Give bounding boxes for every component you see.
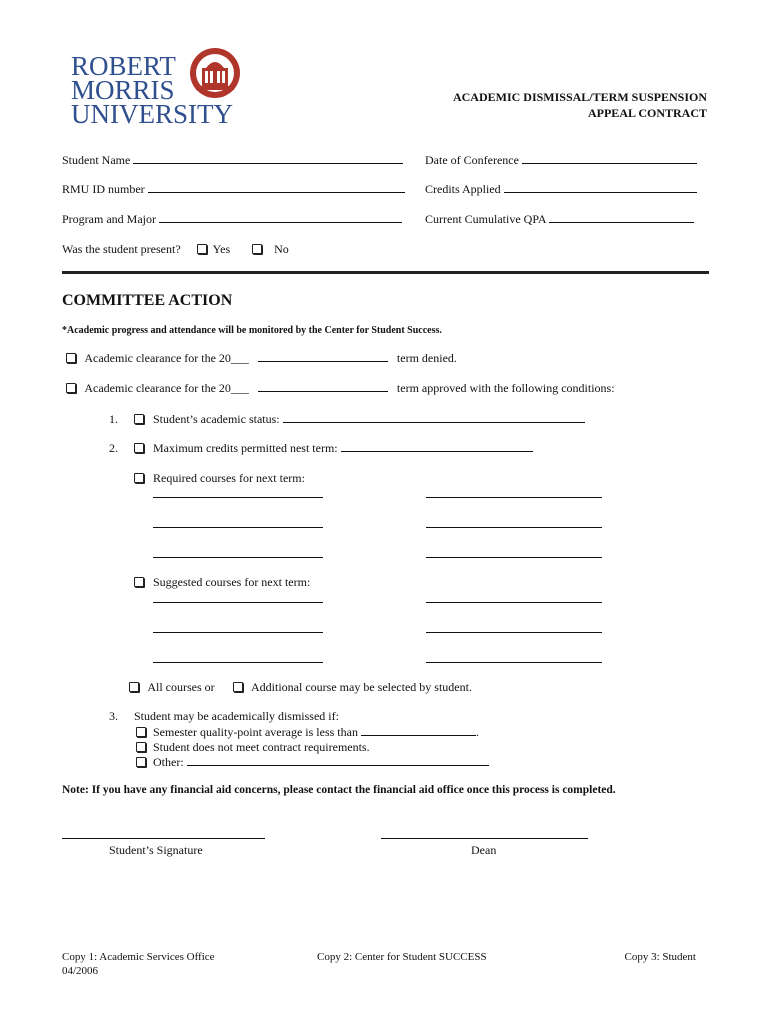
max-credits-blank[interactable] [341,441,533,452]
required-course-blank[interactable] [153,527,323,528]
present-no-label: No [274,242,289,256]
other-condition-blank[interactable] [187,755,489,766]
suggested-course-blank[interactable] [426,602,602,603]
all-courses-label: All courses or [147,680,215,694]
student-name-field [62,153,403,168]
form-title-line1: ACADEMIC DISMISSAL/TERM SUSPENSION [452,90,707,104]
footer-copy-1: Copy 1: Academic Services Office [62,951,215,963]
date-of-conference-field [425,153,697,168]
clearance-approved-term-blank[interactable] [258,381,388,392]
suggested-courses-checkbox[interactable] [134,577,144,587]
rmu-id-blank[interactable] [148,182,405,193]
footer-copy-2: Copy 2: Center for Student SUCCESS [317,951,487,963]
contract-condition-label: Student does not meet contract requirements. [153,740,370,754]
dean-signature-line[interactable] [381,838,588,839]
current-qpa-blank[interactable] [549,212,694,223]
required-course-blank[interactable] [426,557,602,558]
required-course-blank[interactable] [426,527,602,528]
required-course-blank[interactable] [153,497,323,498]
financial-aid-note: Note: If you have any financial aid concerns, please contact the financial aid office once this process is completed. [62,784,616,796]
max-credits-checkbox[interactable] [134,443,144,453]
other-condition-checkbox[interactable] [136,757,146,767]
present-no-checkbox[interactable] [252,244,262,254]
clearance-approved-checkbox[interactable] [66,383,76,393]
academic-status-blank[interactable] [283,412,585,423]
present-yes-checkbox[interactable] [197,244,207,254]
clearance-approved-row [66,381,615,396]
academic-status-row [134,412,585,427]
student-present-label: Was the student present? [62,242,181,256]
current-qpa-field [425,212,694,227]
item-1-number: 1. [109,412,118,426]
other-condition-label: Other: [153,755,184,769]
contract-condition-checkbox[interactable] [136,742,146,752]
clearance-denied-checkbox[interactable] [66,353,76,363]
monitoring-note: *Academic progress and attendance will be monitored by the Center for Student Success. [62,325,442,336]
clearance-denied-row [66,351,457,366]
qpa-condition-label: Semester quality-point average is less than [153,725,358,739]
student-name-label: Student Name [62,153,131,167]
suggested-course-blank[interactable] [153,632,323,633]
academic-status-label: Student’s academic status: [153,412,280,426]
current-qpa-label: Current Cumulative QPA [425,212,546,226]
required-courses-checkbox[interactable] [134,473,144,483]
student-present-row [62,242,289,257]
required-courses-label: Required courses for next term: [153,471,305,485]
suggested-courses-label: Suggested courses for next term: [153,575,311,589]
suggested-course-blank[interactable] [153,662,323,663]
qpa-condition-blank[interactable] [361,725,476,736]
qpa-condition-checkbox[interactable] [136,727,146,737]
additional-course-label: Additional course may be selected by student. [251,680,472,694]
program-major-blank[interactable] [159,212,402,223]
required-courses-row [134,471,305,486]
clearance-denied-suffix: term denied. [396,351,457,365]
footer-revision-date: 04/2006 [62,965,99,977]
credits-applied-blank[interactable] [504,182,697,193]
all-courses-row [129,680,472,695]
logo-line-morris: MORRIS [71,75,175,105]
logo-line-robert: ROBERT [71,51,176,81]
present-yes-label: Yes [212,242,231,256]
dismissal-conditions-label: Student may be academically dismissed if: [134,709,339,723]
suggested-course-blank[interactable] [153,602,323,603]
clearance-approved-prefix: Academic clearance for the 20___ [84,381,249,395]
period-glyph: . [475,725,479,739]
all-courses-checkbox[interactable] [129,682,139,692]
logo-line-university: UNIVERSITY [71,99,233,129]
required-course-blank[interactable] [426,497,602,498]
suggested-course-blank[interactable] [426,632,602,633]
item-3-number: 3. [109,709,118,723]
contract-condition-row [136,740,370,755]
student-signature-label: Student’s Signature [109,843,203,857]
university-seal-icon [188,46,242,106]
student-name-blank[interactable] [133,153,403,164]
rmu-id-label: RMU ID number [62,182,145,196]
credits-applied-label: Credits Applied [425,182,501,196]
dean-signature-label: Dean [471,843,497,857]
suggested-courses-row [134,575,310,590]
date-of-conference-blank[interactable] [522,153,697,164]
other-condition-row [136,755,489,770]
program-major-label: Program and Major [62,212,156,226]
max-credits-label: Maximum credits permitted nest term: [153,441,338,455]
additional-course-checkbox[interactable] [233,682,243,692]
required-course-blank[interactable] [153,557,323,558]
committee-action-heading: COMMITTEE ACTION [62,292,233,309]
date-of-conference-label: Date of Conference [425,153,519,167]
footer-copy-3: Copy 3: Student [624,951,696,963]
section-divider [62,271,709,274]
student-signature-line[interactable] [62,838,265,839]
credits-applied-field [425,182,697,197]
clearance-denied-term-blank[interactable] [258,351,388,362]
max-credits-row [134,441,533,456]
clearance-approved-suffix: term approved with the following conditions: [396,381,615,395]
form-title-line2: APPEAL CONTRACT [587,106,707,120]
qpa-condition-row [136,725,479,740]
rmu-id-field [62,182,405,197]
program-major-field [62,212,402,227]
academic-status-checkbox[interactable] [134,414,144,424]
clearance-denied-prefix: Academic clearance for the 20___ [84,351,249,365]
suggested-course-blank[interactable] [426,662,602,663]
item-2-number: 2. [109,441,118,455]
